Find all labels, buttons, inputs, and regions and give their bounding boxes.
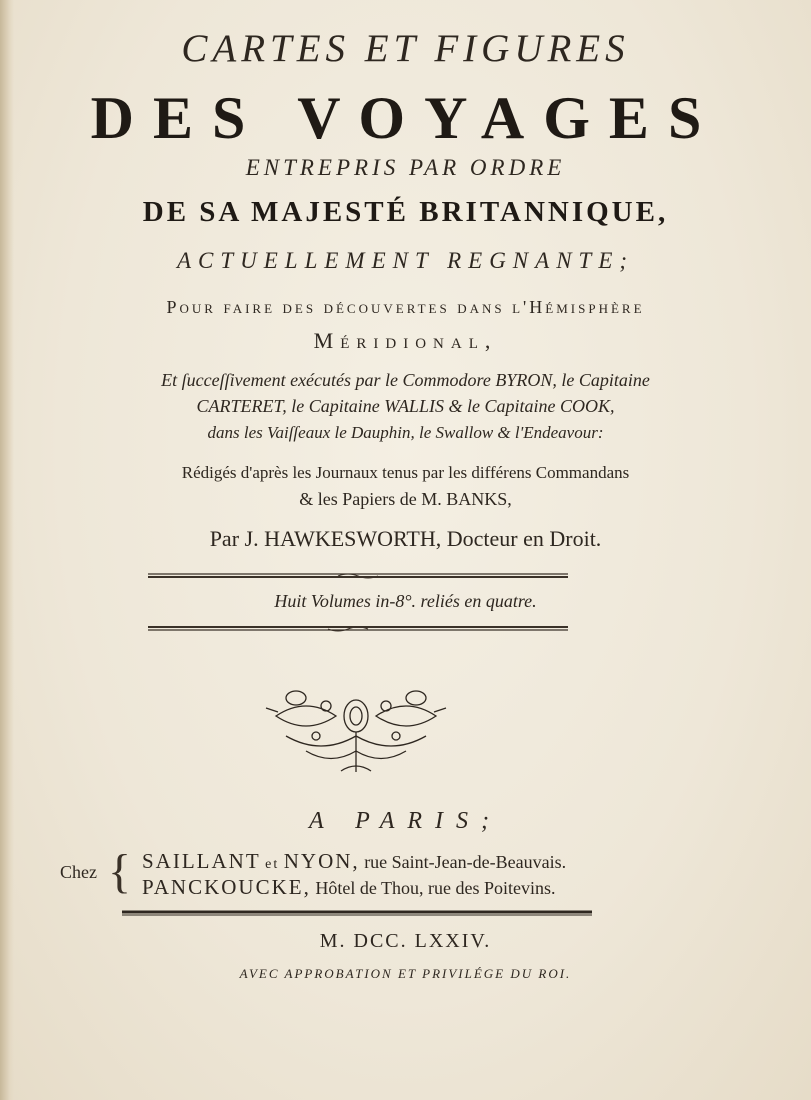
approbation-line: AVEC APPROBATION ET PRIVILÉGE DU ROI. <box>239 966 572 981</box>
title-line-10: dans les Vaiſſeaux le Dauphin, le Swallow & l'Endeavour: <box>207 423 604 442</box>
volumes-line: Huit Volumes in-8°. reliés en quatre. <box>274 591 537 611</box>
publisher-line-2 <box>142 875 555 900</box>
publisher-block <box>60 845 760 908</box>
title-line-6: Pour faire des découvertes dans l'Hémisphère <box>166 297 645 317</box>
floral-ornament-icon <box>256 676 456 786</box>
title-line-9: CARTERET, le Capitaine WALLIS & le Capitaine COOK, <box>196 396 615 416</box>
author-line: Par J. HAWKESWORTH, Docteur en Droit. <box>209 526 602 551</box>
title-line-4: DE SA MAJESTÉ BRITANNIQUE, <box>142 196 669 228</box>
publisher-line-1 <box>142 849 566 874</box>
imprint-rule <box>122 910 592 916</box>
title-line-11: Rédigés d'après les Journaux tenus par les différens Commandans <box>181 463 630 482</box>
title-line-12: & les Papiers de M. BANKS, <box>299 489 512 509</box>
title-line-1: CARTES ET FIGURES <box>181 27 630 70</box>
publisher-name-saillant: SAILLANT <box>142 849 261 873</box>
decorative-rule-top <box>148 572 568 580</box>
title-line-5: ACTUELLEMENT REGNANTE; <box>176 248 635 273</box>
publisher-address-1: rue Saint-Jean-de-Beauvais. <box>364 852 567 872</box>
decorative-rule-bottom <box>148 625 568 633</box>
year-line: M. DCC. LXXIV. <box>319 930 492 952</box>
title-line-7: Méridional, <box>313 328 498 353</box>
city-line: A PARIS; <box>308 808 503 834</box>
title-line-2: DES VOYAGES <box>90 85 721 151</box>
title-line-3: ENTREPRIS PAR ORDRE <box>245 155 566 180</box>
publisher-et: et <box>265 857 280 872</box>
publisher-name-nyon: NYON, <box>283 849 360 873</box>
title-line-8: Et ſucceſſivement exécutés par le Commodore BYRON, le Capitaine <box>161 370 650 390</box>
publisher-address-2: Hôtel de Thou, rue des Poitevins. <box>315 878 556 898</box>
chez-label: Chez <box>60 862 97 882</box>
publisher-name-panckoucke: PANCKOUCKE, <box>142 875 311 899</box>
brace-icon: { <box>108 845 132 898</box>
